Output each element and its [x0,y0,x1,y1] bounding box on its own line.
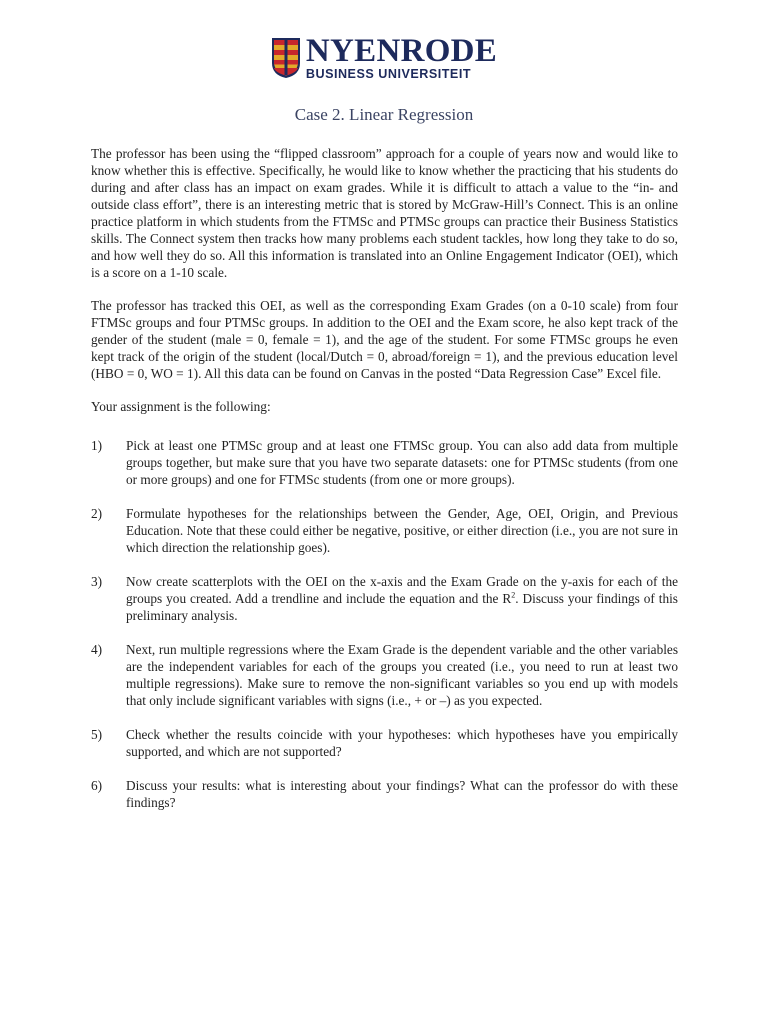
list-item-text-end: . Discuss your findings of this preliminary analysis. [126,591,678,623]
header [0,30,768,86]
list-item [91,641,678,709]
logo-name: NYENRODE [305,32,498,69]
assignment-list [91,437,678,811]
list-item [91,777,678,811]
list-item-text: Discuss your results: what is interesting about your findings? What can the professor do with these findings? [126,778,678,810]
list-item [91,437,678,488]
crest-icon [271,37,301,79]
paragraph-context: The professor has been using the “flipped classroom” approach for a couple of years now and would like to know whether this is effective. Specifically, he would like to know whether the practicing that his students do during and after class has an impact on exam grades. While it is difficult to attach a value to the “in- and outside class effort”, there is an interesting metric that is stored by McGraw-Hill’s Connect. This is an online practice platform in which students from the FTMSc and PTMSc groups can practice their Business Statistics skills. The Connect system then tracks how many problems each student tackles, how long they take to do so, and how well they do so. All this information is translated into an Online Engagement Indicator (OEI), which is a score on a 1-10 scale. [91,146,678,280]
list-item-text: Formulate hypotheses for the relationships between the Gender, Age, OEI, Origin, and Previous Education. Note that these could either be negative, positive, or either direction (i.e., you are not sure in which direction the relationship goes). [126,506,678,555]
list-item-text: Check whether the results coincide with your hypotheses: which hypotheses have you empirically supported, and which are not supported? [126,727,678,759]
list-number: 3) [91,574,103,589]
page-title: Case 2. Linear Regression [294,105,474,124]
list-item [91,726,678,760]
list-item-text-start: Now create scatterplots with the OEI on the x-axis and the Exam Grade on the y-axis for each of the groups you created. Add a trendline and include the equation and the R [126,574,678,606]
list-item [91,573,678,624]
assignment-intro: Your assignment is the following: [91,399,271,414]
document-body [91,145,678,828]
list-number: 6) [91,778,103,793]
list-number: 1) [91,438,103,453]
list-number: 2) [91,506,103,521]
university-logo [271,32,498,82]
r-squared-superscript: 2 [511,590,516,600]
list-number: 5) [91,727,103,742]
paragraph-data: The professor has tracked this OEI, as well as the corresponding Exam Grades (on a 0-10 scale) from four FTMSc groups and four PTMSc groups. In addition to the OEI and the Exam score, he also kept track of the gender of the student (male = 0, female = 1), and the age of the student. For some FTMSc groups he even kept track of the origin of the student (local/Dutch = 0, abroad/foreign = 1), and the previous education level (HBO = 0, WO = 1). All this data can be found on Canvas in the posted “Data Regression Case” Excel file. [91,298,678,381]
list-item [91,505,678,556]
list-item-text [126,573,678,624]
list-item-text: Next, run multiple regressions where the Exam Grade is the dependent variable and the other variables are the independent variables for each of the groups you created (i.e., you need to run at least two multiple regressions). Make sure to remove the non-significant variables so you end up with models that only include significant variables with signs (i.e., + or –) as you expected. [126,642,678,708]
list-item-text: Pick at least one PTMSc group and at least one FTMSc group. You can also add data from multiple groups together, but make sure that you have two separate datasets: one for PTMSc students (from one or more groups) and one for FTMSc students (from one or more groups). [126,438,678,487]
logo-subtitle: BUSINESS UNIVERSITEIT [305,66,472,81]
list-number: 4) [91,642,103,657]
